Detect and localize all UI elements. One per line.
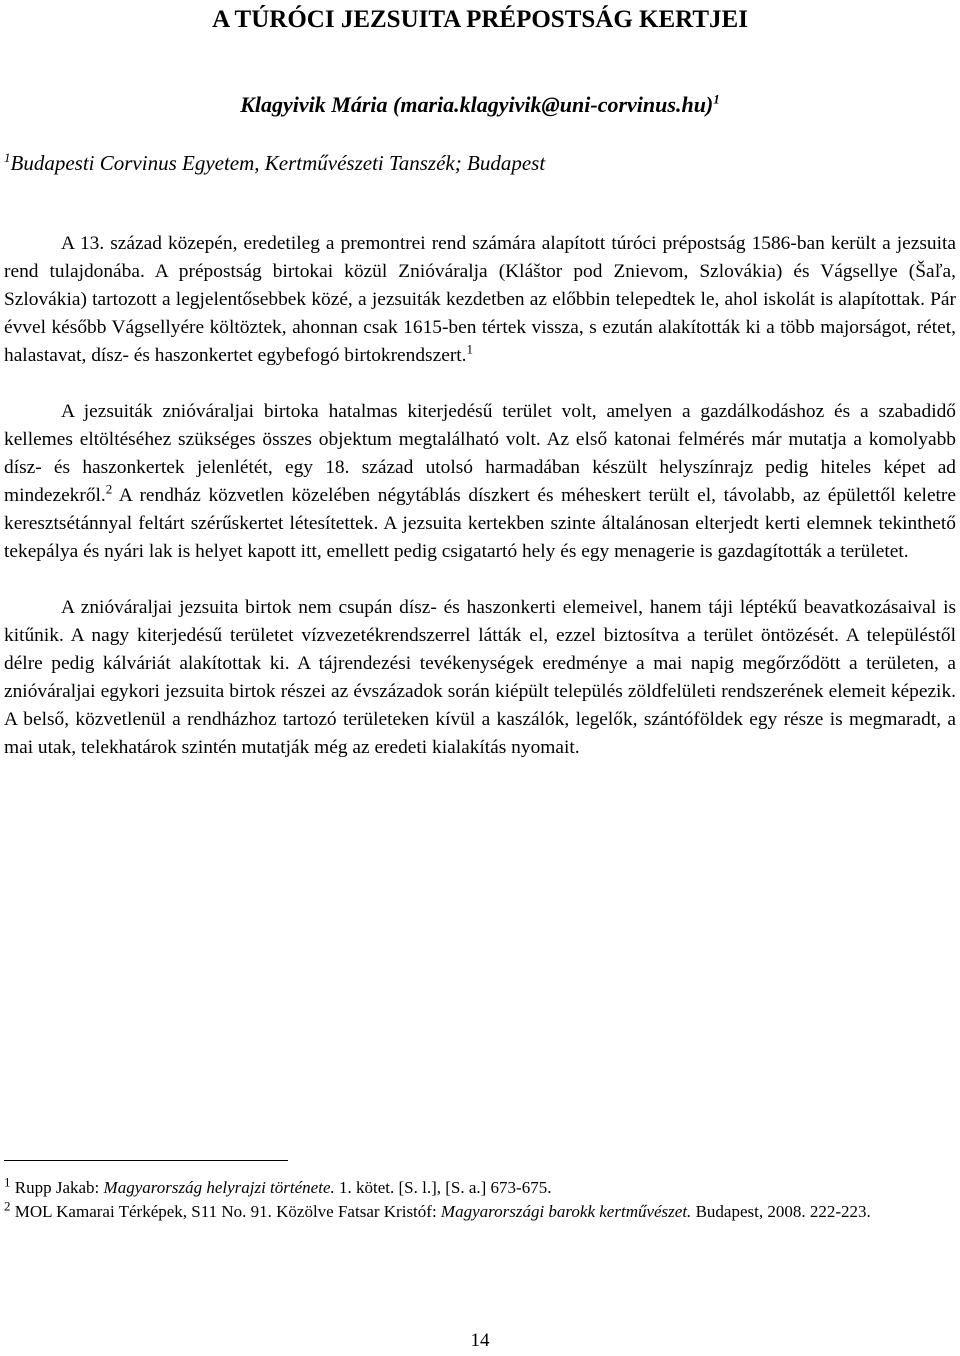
article-body bbox=[4, 230, 956, 790]
affil-text: Budapesti Corvinus Egyetem, Kertművészeti Tanszék; Budapest bbox=[10, 151, 546, 175]
paragraph-text: A 13. század közepén, eredetileg a premontrei rend számára alapított túróci prépostság 1586-ban került a jezsuita rend tulajdonába. A prépostság birtokai közül Znióváralja (Kláštor pod Znievom, Szlovákia) és Vágsellye (Šaľa, Szlovákia) tartozott a legjelentősebbek közé, a jezsuiták kezdetben az előbbin telepedtek le, ahol iskolát is alapítottak. Pár évvel később Vágsellyére költöztek, ahonnan csak 1615-ben tértek vissza, s ezután alakították ki a több majorságot, rétet, halastavat, dísz- és haszonkertet egybefogó birtokrendszert. bbox=[4, 233, 956, 366]
paragraph-1 bbox=[4, 230, 956, 370]
paragraph-3 bbox=[4, 594, 956, 762]
footnote-ref: 1 bbox=[466, 341, 474, 357]
author-line bbox=[0, 90, 960, 120]
footnote-text: Rupp Jakab: bbox=[14, 1178, 104, 1197]
paragraph-text: A rendház közvetlen közelében négytáblás díszkert és méheskert terült el, távolabb, az épülettől keletre keresztsétánnyal feltárt szérűskertet létesítettek. A jezsuita kertekben szinte általánosan elterjedt kerti elemnek tekinthető tekepálya és nyári lak is helyet kapott itt, emellett pedig csigatartó hely és egy menagerie is gazdagították a területet. bbox=[4, 485, 956, 562]
footnote-italic-title: Magyarország helyrajzi története. bbox=[103, 1178, 335, 1197]
footnote-italic-title: Magyarországi barokk kertművészet. bbox=[440, 1202, 692, 1221]
paragraph-2 bbox=[4, 398, 956, 566]
affil-marker: 1 bbox=[4, 150, 11, 165]
affiliation bbox=[4, 148, 545, 178]
author-name: Klagyivik Mária (maria.klagyivik@uni-corvinus.hu) bbox=[240, 92, 714, 117]
paper-title: A TÚRÓCI JEZSUITA PRÉPOSTSÁG KERTJEI bbox=[212, 6, 748, 33]
footnote-separator bbox=[4, 1160, 288, 1161]
paragraph-text: A jezsuiták znióváraljai birtoka hatalmas kiterjedésű terület volt, amelyen a gazdálkodáshoz és a szabadidő kellemes eltöltéséhez szükséges összes objektum megtalálható volt. Az első katonai felmérés már mutatja a komolyabb dísz- és haszonkertek jelenlétét, egy 18. század utolsó harmadában készült helyszínrajz pedig hiteles képet ad mindezekről. bbox=[4, 401, 956, 506]
footnote-text: MOL Kamarai Térképek, S11 No. 91. Közölve Fatsar Kristóf: bbox=[14, 1202, 441, 1221]
paragraph-text: A znióváraljai jezsuita birtok nem csupán dísz- és haszonkerti elemeivel, hanem táji léptékű beavatkozásaival is kitűnik. A nagy kiterjedésű területet vízvezetékrendszerrel látták el, ezzel biztosítva a terület öntözését. A településtől délre pedig kálváriát alakítottak ki. A tájrendezési tevékenységek eredménye a mai napig megőrződött a területen, a znióváraljai egykori jezsuita birtok részei az évszázadok során kiépült település zöldfelületi rendszerének elemeit képezik. A belső, közvetlenül a rendházhoz tartozó területeken kívül a kaszálók, legelők, szántóföldek egy része is megmaradt, a mai utak, telekhatárok szintén mutatják még az eredeti kialakítás nyomait. bbox=[4, 597, 956, 758]
footnotes bbox=[4, 1176, 944, 1224]
page-number: 14 bbox=[470, 1330, 490, 1351]
footnote-ref: 2 bbox=[105, 481, 113, 497]
footnote-number: 2 bbox=[4, 1198, 11, 1214]
footnote-text: 1. kötet. [S. l.], [S. a.] 673-675. bbox=[334, 1178, 552, 1197]
footnote-text: Budapest, 2008. 222-223. bbox=[691, 1202, 871, 1221]
author-affil-marker: 1 bbox=[713, 91, 720, 107]
footnote-1 bbox=[4, 1176, 944, 1200]
footnote-2 bbox=[4, 1200, 944, 1224]
footnote-number: 1 bbox=[4, 1174, 11, 1190]
